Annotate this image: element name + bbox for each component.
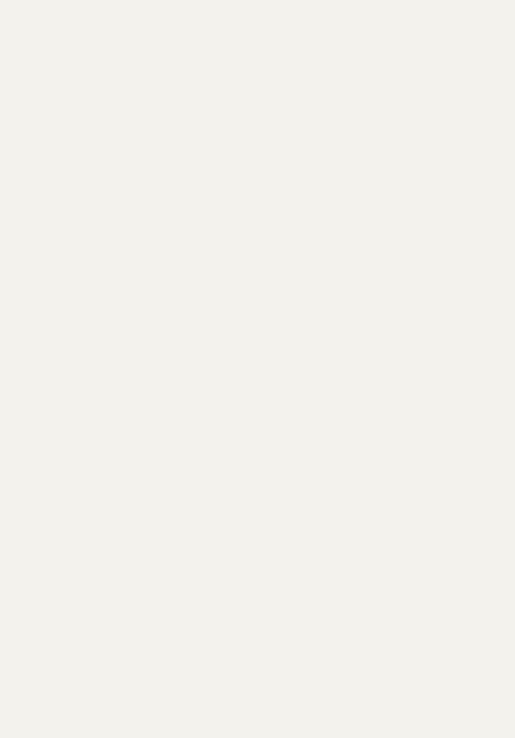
lower-text-column	[30, 352, 485, 692]
upper-text-column	[30, 52, 485, 320]
